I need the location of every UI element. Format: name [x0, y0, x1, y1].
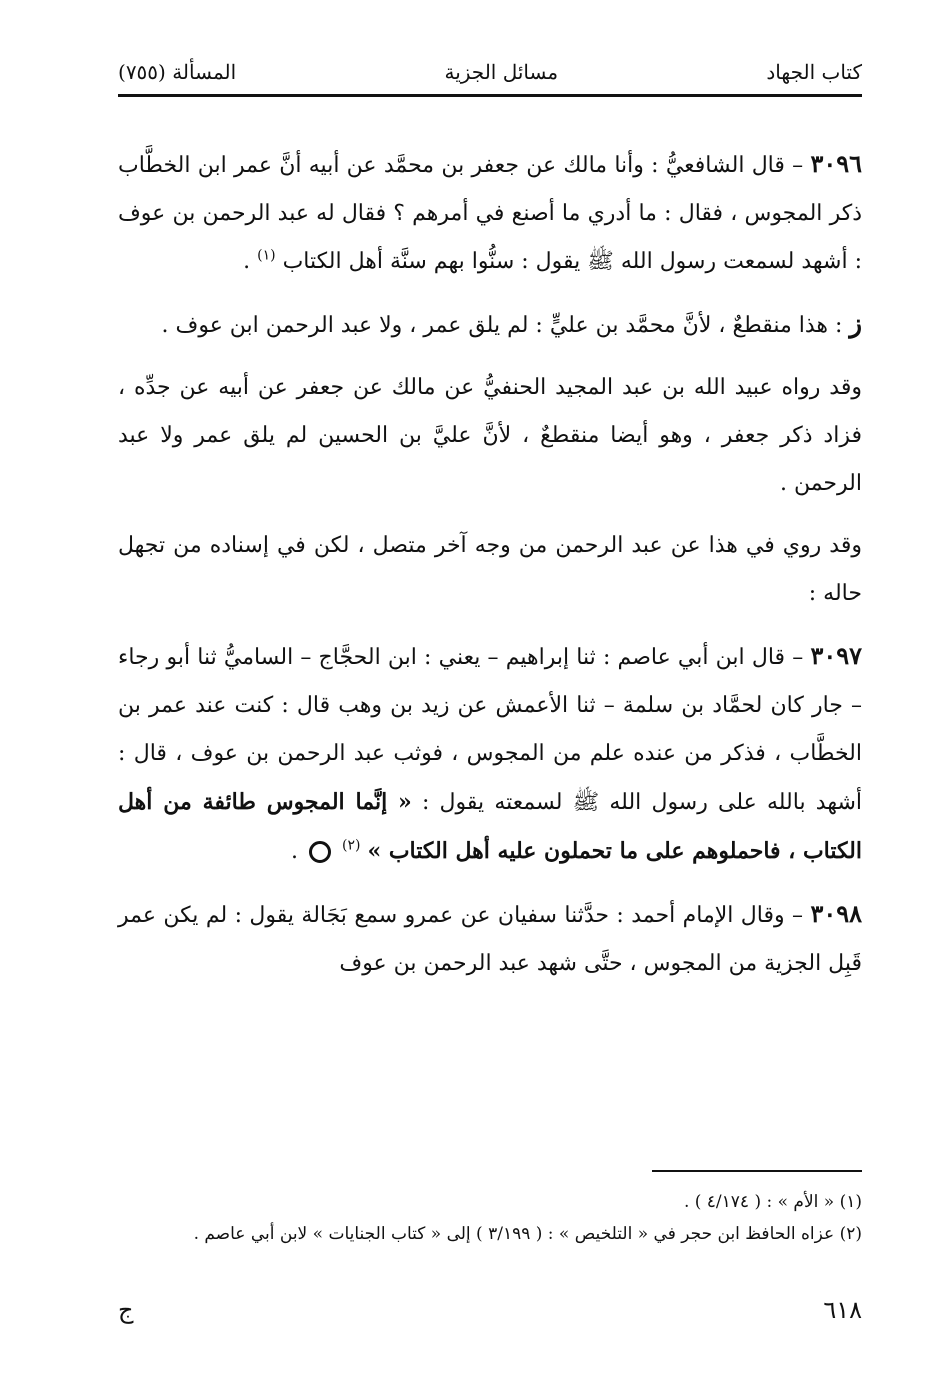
- paragraph-end: .: [243, 249, 258, 274]
- chapter-title: مسائل الجزية: [444, 60, 559, 84]
- paragraph-text: : هذا منقطعٌ ، لأنَّ محمَّد بن عليٍّ : لم يلق عمر ، ولا عبد الرحمن ابن عوف .: [161, 313, 850, 338]
- paragraph-chain-note: [118, 522, 862, 618]
- header-divider: [118, 94, 862, 97]
- paragraph-text: – قال الشافعيُّ : وأنا مالك عن جعفر بن محمَّد عن أبيه أنَّ عمر ابن الخطَّاب ذكر المجوس ، فقال : ما أدري ما أصنع في أمرهم ؟ فقال له عبد الرحمن بن عوف : أشهد لسمعت رسول الله ﷺ يقول : سنُّوا بهم سنَّة أهل الكتاب: [118, 153, 862, 274]
- paragraph-narration: [118, 364, 862, 508]
- footnote-ref: (١): [257, 247, 276, 264]
- page-footer: [118, 1296, 862, 1324]
- paragraph-3098: [118, 890, 862, 988]
- paragraph-3097: [118, 632, 862, 876]
- main-text: [118, 140, 862, 1002]
- footnote-ref: (٢): [341, 837, 361, 854]
- book-title: كتاب الجهاد: [766, 60, 862, 84]
- hadith-quote: « إنَّما المجوس طائفة من أهل الكتاب ، فاحملوهم على ما تحملون عليه أهل الكتاب »: [118, 789, 862, 864]
- footnote-2: (٢) عزاه الحافظ ابن حجر في « التلخيص » : ( ٣/١٩٩ ) إلى « كتاب الجنايات » لابن أبي عاصم .: [193, 1224, 862, 1244]
- paragraph-text: وقد روي في هذا عن عبد الرحمن من وجه آخر متصل ، لكن في إسناده من تجهل حاله :: [118, 533, 862, 606]
- page-number: ٦١٨: [823, 1296, 862, 1324]
- paragraph-text: – وقال الإمام أحمد : حدَّثنا سفيان عن عمرو سمع بَجَالة يقول : لم يكن عمر قَبِل الجزية من المجوس ، حتَّى شهد عبد الرحمن بن عوف: [118, 903, 862, 976]
- paragraph-3096: [118, 140, 862, 286]
- circle-icon: [309, 841, 331, 863]
- paragraph-text: – قال ابن أبي عاصم : ثنا إبراهيم – يعني : ابن الحجَّاج – الساميُّ ثنا أبو رجاء – جار كان لحمَّاد بن سلمة – ثنا الأعمش عن زيد بن وهب قال : كنت عند عمر بن الخطَّاب ، فذكر من عنده علم من المجوس ، فوثب عبد الرحمن بن عوف ، قال : أشهد بالله على رسول الله ﷺ لسمعته يقول :: [118, 645, 863, 815]
- hadith-number: ٣٠٩٦: [810, 149, 862, 178]
- paragraph-comment: [118, 300, 862, 350]
- hadith-number: ٣٠٩٨: [810, 899, 862, 928]
- paragraph-text: وقد رواه عبيد الله بن عبد المجيد الحنفيُّ عن مالك عن جعفر عن أبيه عن جدِّه ، فزاد ذكر جعفر ، وهو أيضا منقطعٌ ، لأنَّ عليَّ بن الحسين لم يلق عمر ولا عبد الرحمن .: [118, 375, 862, 496]
- footnotes: [118, 1186, 862, 1250]
- paragraph-end: .: [290, 839, 305, 864]
- footnote-divider: [652, 1170, 862, 1172]
- author-mark: ز: [849, 309, 862, 339]
- footnote-1: (١) « الأم » : ( ٤/١٧٤ ) .: [683, 1192, 862, 1212]
- signature-mark: ج: [118, 1296, 134, 1324]
- page-header: [118, 52, 862, 92]
- issue-number: المسألة (٧٥٥): [118, 60, 237, 84]
- hadith-number: ٣٠٩٧: [810, 641, 862, 670]
